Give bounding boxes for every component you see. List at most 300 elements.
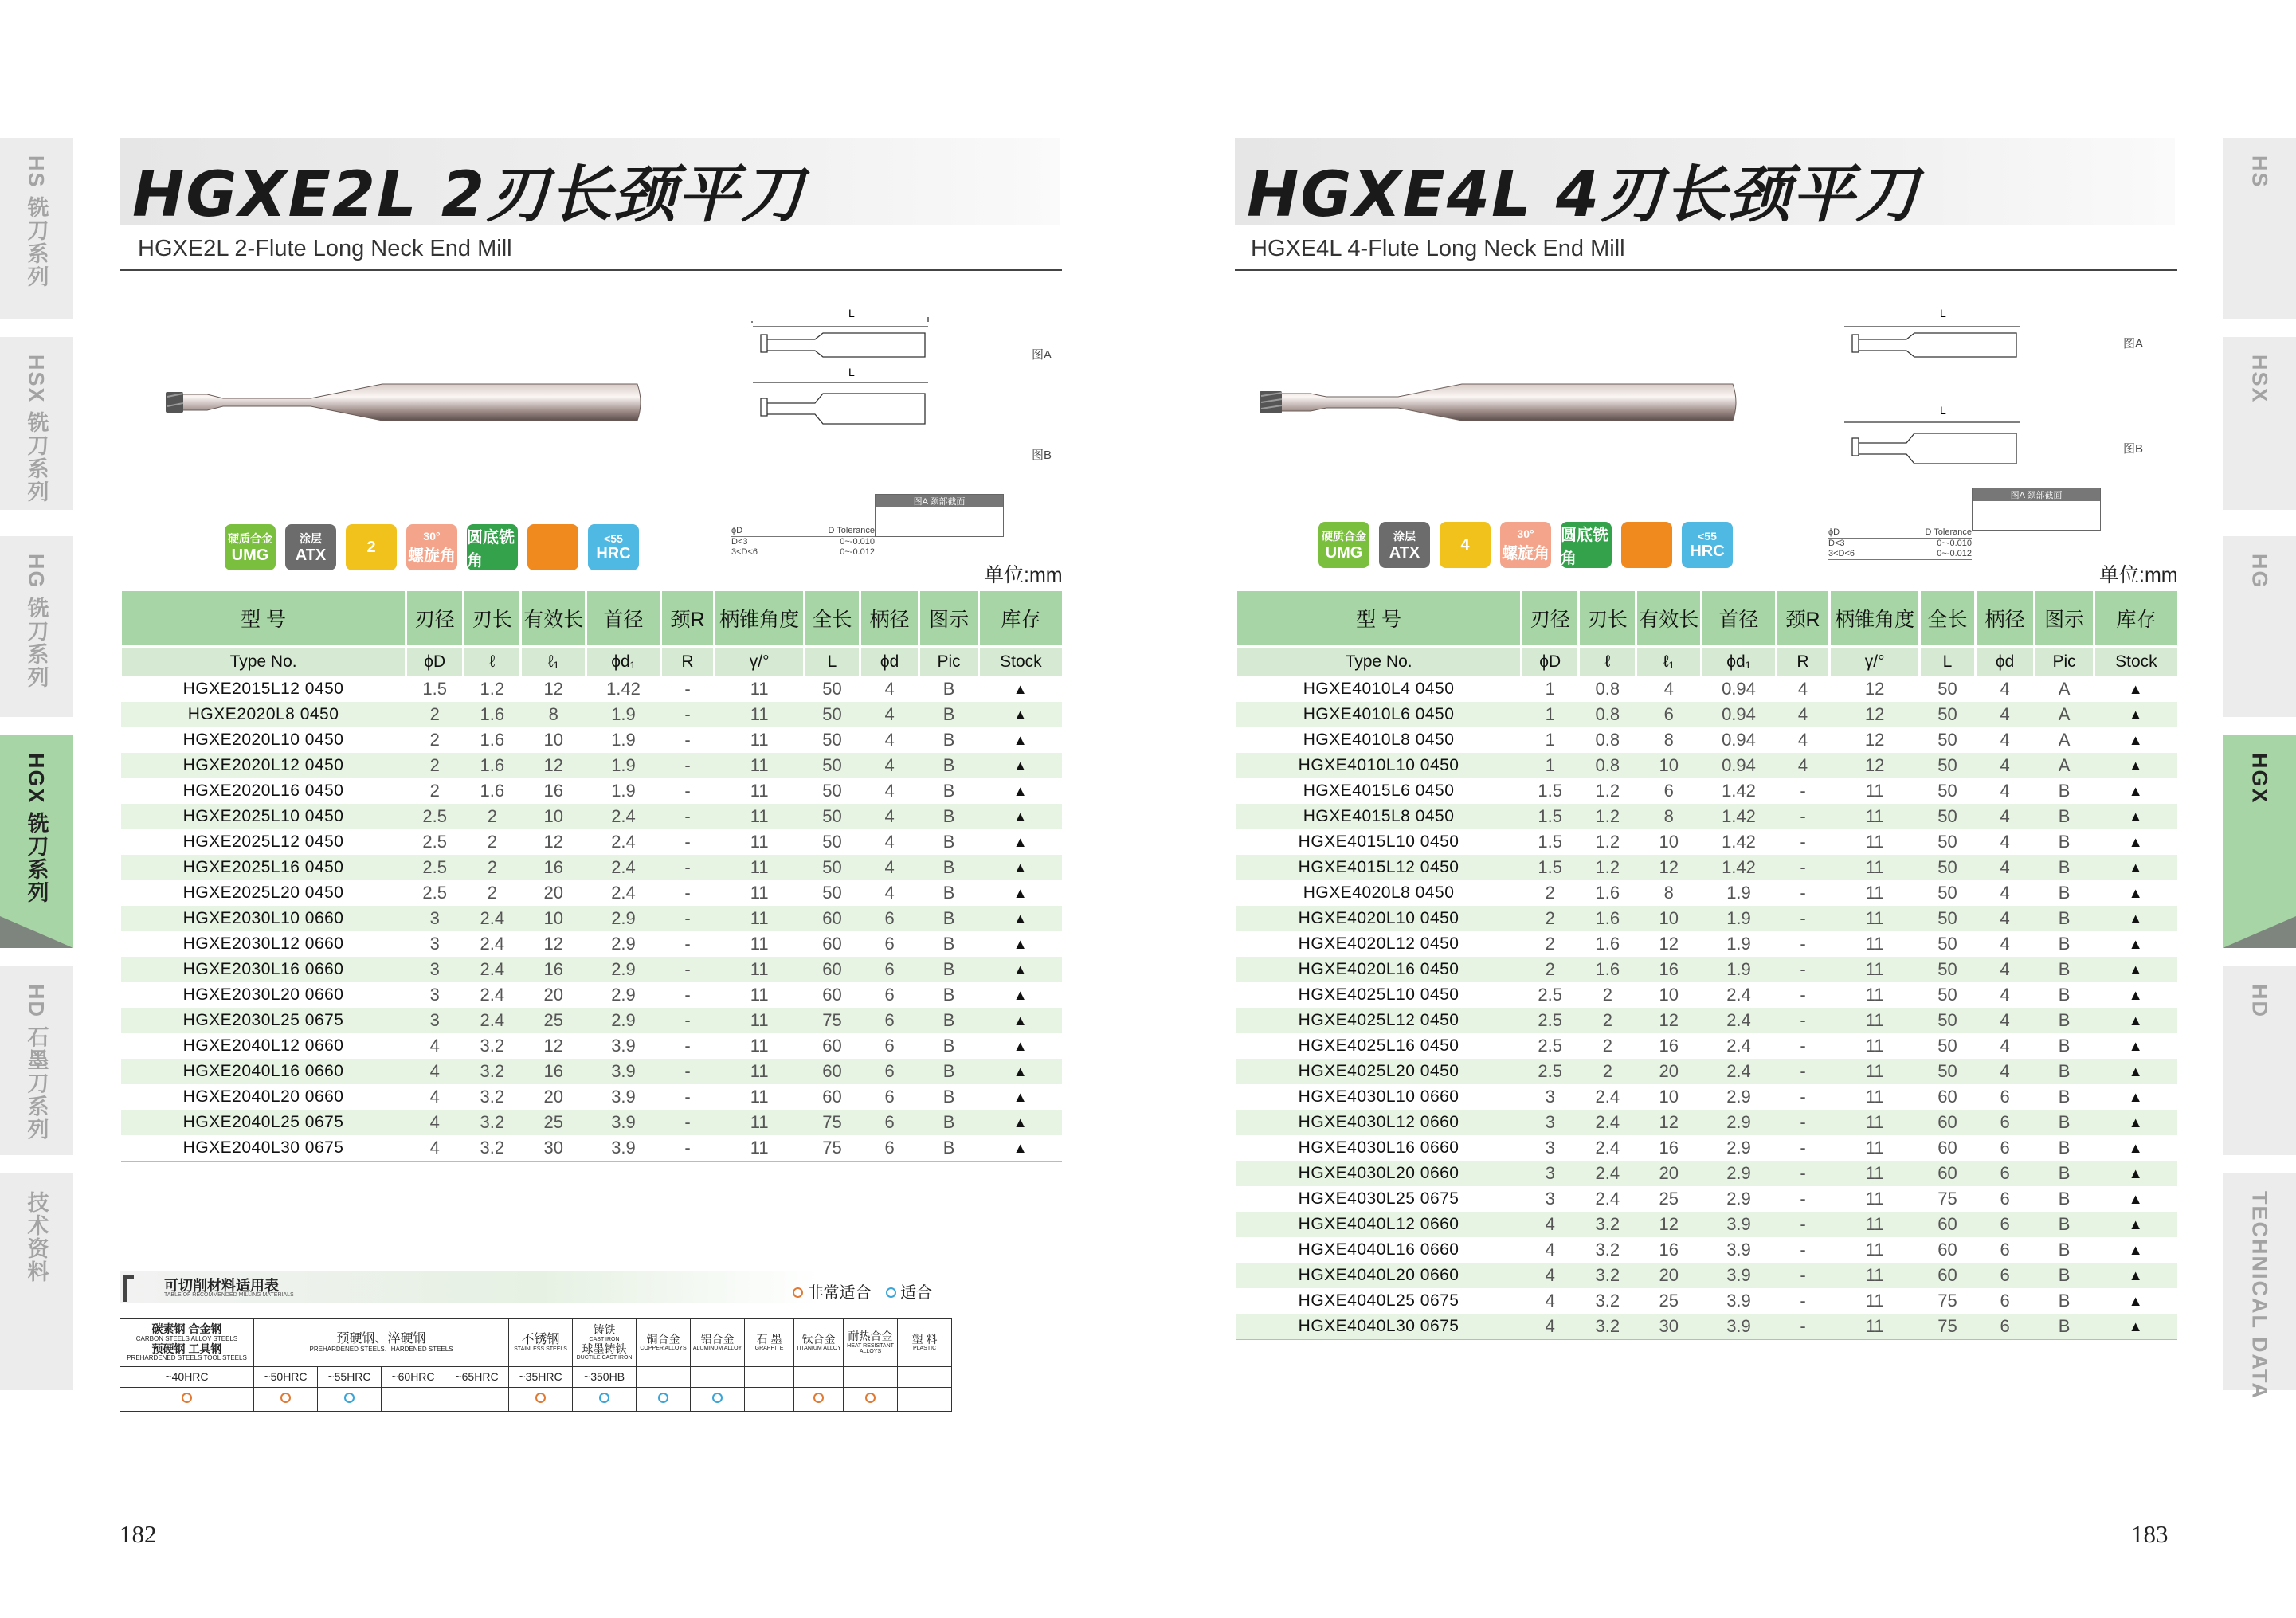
side-tab-4[interactable] (0, 966, 73, 1155)
fig-b-label: 图B (2123, 442, 2144, 456)
side-tab-label: HS (2247, 155, 2272, 189)
table-cell: 2 (1602, 1036, 1612, 1056)
col-header-cn: 柄锥角度 (715, 591, 805, 647)
material-mark (445, 1388, 509, 1412)
table-cell: 75 (1920, 1314, 1976, 1340)
col-header-cn: 颈R (1776, 591, 1829, 647)
right-spec-table (1235, 591, 2177, 1340)
table-cell: 12 (1864, 730, 1885, 750)
table-cell: 4 (429, 1087, 440, 1107)
table-cell: - (660, 1008, 714, 1033)
table-cell: B (2035, 1314, 2094, 1340)
table-cell: 3.9 (1702, 1263, 1777, 1288)
table-cell: 2.4 (1702, 1008, 1777, 1033)
active-tab-arrow (0, 916, 73, 948)
table-cell: 4 (1975, 804, 2035, 829)
col-header-en: ℓ₁ (1636, 647, 1702, 677)
table-cell: 6 (860, 1008, 919, 1033)
table-cell: 2.9 (1726, 1087, 1751, 1107)
table-cell: 11 (1865, 832, 1884, 852)
table-cell: 10 (1636, 906, 1702, 931)
table-cell: HGXE4025L10 0450 (1298, 985, 1459, 1004)
table-row (1236, 1059, 2178, 1084)
table-cell: 20 (1636, 1059, 1702, 1084)
suitable-icon (712, 1393, 723, 1403)
table-cell: 3 (406, 1008, 464, 1033)
table-cell: - (684, 934, 691, 954)
table-cell: 16 (521, 1059, 586, 1084)
table-cell: 1.6 (1579, 957, 1636, 982)
table-cell: 11 (1830, 1212, 1920, 1237)
table-cell: ▲ (2128, 680, 2143, 697)
table-cell: 4 (2000, 730, 2010, 750)
table-cell: 2 (1579, 1008, 1636, 1033)
svg-text:L: L (1940, 404, 1946, 417)
col-header-cn: 全长 (805, 591, 860, 647)
side-tab-2[interactable] (2223, 536, 2296, 717)
table-cell: 6 (1975, 1212, 2035, 1237)
table-cell: 1.9 (1726, 883, 1751, 903)
table-cell: HGXE2040L16 0660 (121, 1059, 406, 1084)
table-cell: - (1800, 1240, 1806, 1260)
table-cell: 50 (1920, 753, 1976, 778)
table-cell: 50 (1920, 855, 1976, 880)
col-header-en: ϕD (1522, 647, 1579, 677)
table-cell: - (660, 855, 714, 880)
feature-icon-3: 30° 螺旋角 (1500, 522, 1551, 568)
table-cell: 50 (822, 832, 842, 852)
table-row (1236, 855, 2178, 880)
table-cell: 6 (2000, 1087, 2010, 1107)
table-cell: B (2035, 1059, 2094, 1084)
side-tab-5[interactable] (2223, 1173, 2296, 1400)
table-cell: 50 (805, 855, 860, 880)
table-cell: 3 (1545, 1087, 1555, 1107)
table-cell: 4 (1975, 855, 2035, 880)
material-range (745, 1367, 794, 1388)
table-cell: 0.94 (1722, 679, 1756, 699)
table-cell: 4 (860, 804, 919, 829)
table-cell: - (660, 1059, 714, 1084)
table-cell: 12 (1636, 1212, 1702, 1237)
table-cell: 11 (1830, 1059, 1920, 1084)
table-cell: 0.8 (1595, 730, 1620, 750)
table-cell: 11 (1830, 855, 1920, 880)
material-range (691, 1367, 745, 1388)
table-cell: 2 (1545, 934, 1555, 954)
table-cell: 50 (1937, 781, 1957, 801)
table-cell: 6 (884, 1087, 895, 1107)
table-cell: HGXE4040L20 0660 (1236, 1263, 1522, 1288)
table-row (1236, 1314, 2178, 1340)
table-cell: 12 (543, 934, 563, 954)
very-suitable-icon (280, 1393, 291, 1403)
feature-icon-2: 4 (1440, 522, 1491, 568)
table-cell: 4 (884, 883, 895, 903)
table-cell: 11 (750, 1087, 769, 1107)
table-cell: B (2035, 1110, 2094, 1135)
table-cell: 2 (429, 730, 440, 750)
side-tab-label: HSX (2247, 355, 2272, 404)
table-cell: 6 (2000, 1240, 2010, 1260)
table-cell: 3.2 (1579, 1212, 1636, 1237)
table-cell: 50 (1920, 906, 1976, 931)
table-cell: 4 (1797, 679, 1808, 699)
legend-very-icon (793, 1287, 803, 1298)
table-row (121, 1110, 1063, 1135)
col-header-en: R (660, 647, 714, 677)
table-cell: 11 (1830, 804, 1920, 829)
table-cell: 3 (429, 985, 440, 1005)
col-header-cn: 型 号 (1236, 591, 1522, 647)
table-cell: ▲ (2128, 935, 2143, 952)
table-cell: 2.5 (406, 855, 464, 880)
table-cell: B (919, 1059, 979, 1084)
table-row (121, 931, 1063, 957)
table-cell: 50 (1920, 1059, 1976, 1084)
table-cell: 60 (822, 985, 842, 1005)
table-cell: 1.42 (1702, 855, 1777, 880)
table-cell: - (1776, 1263, 1829, 1288)
table-cell: 60 (1937, 1138, 1957, 1158)
material-mark (794, 1388, 844, 1412)
col-header-cn: 全长 (1920, 591, 1976, 647)
table-cell: 4 (1522, 1263, 1579, 1288)
table-cell: - (1800, 934, 1806, 954)
table-cell: B (2058, 1087, 2071, 1107)
col-header-en: ϕd₁ (586, 647, 661, 677)
table-cell: - (1776, 1059, 1829, 1084)
table-cell: 16 (1659, 1240, 1679, 1260)
table-cell: 11 (1865, 883, 1884, 903)
table-cell: 1.9 (1702, 957, 1777, 982)
col-header-en: Type No. (121, 647, 406, 677)
table-cell: 2.4 (1726, 985, 1751, 1005)
table-cell: 1.2 (1579, 804, 1636, 829)
table-cell: 75 (1937, 1189, 1957, 1209)
table-cell: 12 (1636, 1008, 1702, 1033)
table-cell: HGXE4030L12 0660 (1236, 1110, 1522, 1135)
table-cell: 6 (884, 934, 895, 954)
table-cell: 12 (1864, 679, 1885, 699)
col-header-cn: 柄径 (860, 591, 919, 647)
table-cell: 4 (1522, 1212, 1579, 1237)
table-cell: 6 (2000, 1189, 2010, 1209)
feature-icon-3: 30° 螺旋角 (406, 524, 457, 570)
very-suitable-icon (865, 1393, 876, 1403)
material-range: ~60HRC (382, 1367, 445, 1388)
table-cell: 1.6 (464, 753, 521, 778)
table-cell: 2.9 (1702, 1161, 1777, 1186)
table-row (1236, 931, 2178, 957)
table-cell: 8 (521, 702, 586, 727)
table-cell: HGXE2020L16 0450 (182, 782, 344, 800)
table-cell: ▲ (2128, 833, 2143, 850)
table-cell: 3.2 (480, 1087, 505, 1107)
table-cell: 8 (1663, 730, 1674, 750)
table-cell: 2.4 (1595, 1138, 1620, 1158)
table-cell: 11 (1830, 1008, 1920, 1033)
mat-stainless: 不锈钢 STAINLESS STEELS (509, 1319, 573, 1367)
table-cell: 1.42 (1722, 832, 1756, 852)
table-row (1236, 1212, 2178, 1237)
col-header-en: ϕd₁ (1702, 647, 1777, 677)
col-header-en: γ/° (715, 647, 805, 677)
table-cell: A (2035, 702, 2094, 727)
table-cell: 11 (750, 781, 769, 801)
table-cell: B (942, 985, 955, 1005)
table-cell: 2.4 (586, 804, 661, 829)
material-title: 可切削材料适用表 (164, 1278, 279, 1294)
side-tab-label: HG 铣刀系列 (24, 554, 49, 690)
table-cell: 0.94 (1702, 702, 1777, 727)
table-cell: 1.9 (1726, 934, 1751, 954)
side-tab-label: HGX 铣刀系列 (24, 753, 49, 905)
right-page-title: HGXE4L 4刃长颈平刀 (1247, 159, 1920, 231)
table-cell: 4 (2000, 781, 2010, 801)
table-cell: HGXE4040L16 0660 (1298, 1240, 1459, 1259)
table-row (1236, 804, 2178, 829)
right-dimension-drawing (1812, 295, 2155, 478)
table-cell: 3 (429, 934, 440, 954)
table-cell: - (1800, 1291, 1806, 1310)
table-cell: 20 (543, 985, 563, 1005)
table-cell: 6 (1663, 781, 1674, 801)
table-cell: 4 (2000, 934, 2010, 954)
table-cell: HGXE2040L25 0675 (121, 1110, 406, 1135)
table-cell: 12 (543, 679, 563, 699)
table-cell: - (1800, 883, 1806, 903)
table-cell: 11 (715, 957, 805, 982)
table-cell: 2.4 (480, 985, 505, 1005)
side-tab-4[interactable] (2223, 966, 2296, 1155)
table-cell: 4 (860, 753, 919, 778)
table-cell: 3 (406, 906, 464, 931)
table-cell: 1.6 (1579, 906, 1636, 931)
material-mark (509, 1388, 573, 1412)
table-row (1236, 906, 2178, 931)
table-cell: ▲ (2094, 1314, 2177, 1340)
table-cell: 25 (521, 1110, 586, 1135)
right-page-number: 183 (2131, 1520, 2169, 1548)
mat-copper: 铜合金 COPPER ALLOYS (637, 1319, 691, 1367)
table-cell: 60 (822, 1036, 842, 1056)
table-cell: 4 (2000, 1036, 2010, 1056)
side-tab-1[interactable] (2223, 337, 2296, 510)
table-cell: 2 (1579, 1059, 1636, 1084)
col-header-cn: 图示 (2035, 591, 2094, 647)
table-cell: B (942, 934, 955, 954)
table-cell: B (2058, 1036, 2071, 1056)
table-cell: B (919, 906, 979, 931)
table-row (1236, 1161, 2178, 1186)
table-row (1236, 778, 2178, 804)
col-header-cn: 刃径 (1522, 591, 1579, 647)
table-row (121, 727, 1063, 753)
table-row (1236, 1008, 2178, 1033)
table-cell: HGXE4015L12 0450 (1236, 855, 1522, 880)
col-header-cn: 柄径 (1975, 591, 2035, 647)
side-tab-0[interactable] (0, 138, 73, 319)
table-cell: ▲ (2094, 753, 2177, 778)
very-suitable-icon (182, 1393, 192, 1403)
table-cell: 10 (1636, 753, 1702, 778)
table-cell: - (1800, 1087, 1806, 1107)
table-cell: 2.4 (1595, 1189, 1620, 1209)
table-cell: 1.6 (464, 702, 521, 727)
table-cell: 11 (750, 985, 769, 1005)
table-cell: - (1776, 1314, 1829, 1340)
suitable-icon (599, 1393, 609, 1403)
table-cell: - (1800, 1036, 1806, 1056)
table-row (121, 829, 1063, 855)
table-cell: 4 (1975, 1008, 2035, 1033)
fig-a-label: 图A (2123, 337, 2144, 351)
table-cell: 6 (884, 985, 895, 1005)
table-cell: 0.8 (1579, 753, 1636, 778)
table-cell: 60 (805, 906, 860, 931)
table-cell: 60 (1920, 1110, 1976, 1135)
table-cell: - (1776, 1212, 1829, 1237)
table-cell: 2 (487, 832, 497, 852)
table-cell: 1.42 (1702, 804, 1777, 829)
table-cell: 2.9 (1726, 1138, 1751, 1158)
table-cell: 1.5 (1522, 804, 1579, 829)
table-cell: 3.2 (1579, 1314, 1636, 1340)
table-cell: HGXE4040L25 0675 (1298, 1291, 1459, 1310)
right-unit-label: 单位:mm (2099, 564, 2178, 586)
table-cell: B (919, 855, 979, 880)
legend-ok-icon (886, 1287, 896, 1298)
table-cell: 75 (805, 1110, 860, 1135)
table-cell: ▲ (2128, 1241, 2143, 1258)
side-tab-0[interactable] (2223, 138, 2296, 319)
table-cell: HGXE2030L10 0660 (121, 906, 406, 931)
table-cell: 4 (1776, 702, 1829, 727)
material-range: ~35HRC (509, 1367, 573, 1388)
right-tool-image (1255, 374, 1749, 430)
table-cell: 11 (1830, 1263, 1920, 1288)
table-cell: 16 (1659, 1138, 1679, 1158)
mat-cast-iron: 铸铁 CAST IRON 球墨铸铁 DUCTILE CAST IRON (573, 1319, 637, 1367)
table-cell: 2.4 (464, 906, 521, 931)
table-cell: B (2035, 1008, 2094, 1033)
table-cell: 1.9 (586, 702, 661, 727)
table-cell: ▲ (1013, 935, 1028, 952)
table-row (121, 1033, 1063, 1059)
table-cell: B (942, 1036, 955, 1056)
table-cell: 12 (1636, 855, 1702, 880)
table-cell: 11 (715, 906, 805, 931)
col-header-cn: 刃长 (1579, 591, 1636, 647)
table-cell: 50 (1937, 985, 1957, 1005)
table-cell: - (684, 985, 691, 1005)
table-cell: B (2035, 855, 2094, 880)
very-suitable-icon (813, 1393, 824, 1403)
table-cell: 2.5 (406, 804, 464, 829)
table-cell: 25 (521, 1008, 586, 1033)
material-range: ~55HRC (318, 1367, 382, 1388)
table-cell: ▲ (2128, 1139, 2143, 1156)
col-header-en: ϕd (860, 647, 919, 677)
table-cell: 11 (1830, 1161, 1920, 1186)
table-cell: - (684, 679, 691, 699)
col-header-en: γ/° (1830, 647, 1920, 677)
table-cell: 0.8 (1595, 679, 1620, 699)
table-row (1236, 1288, 2178, 1314)
table-cell: 4 (1663, 679, 1674, 699)
table-cell: B (2058, 1291, 2071, 1310)
left-page-subtitle: HGXE2L 2-Flute Long Neck End Mill (138, 236, 512, 261)
table-cell: HGXE4040L12 0660 (1236, 1212, 1522, 1237)
table-cell: HGXE4030L20 0660 (1236, 1161, 1522, 1186)
table-cell: 3.2 (1595, 1240, 1620, 1260)
material-mark (637, 1388, 691, 1412)
table-cell: - (1800, 985, 1806, 1005)
table-cell: 30 (521, 1135, 586, 1162)
table-cell: 10 (543, 730, 563, 750)
col-header-en: ϕD (406, 647, 464, 677)
side-tab-2[interactable] (0, 536, 73, 717)
side-tab-5[interactable] (0, 1173, 73, 1390)
table-cell: 2 (464, 855, 521, 880)
table-cell: 10 (1659, 1087, 1679, 1107)
table-cell: - (1800, 1189, 1806, 1209)
table-cell: 2.4 (480, 934, 505, 954)
table-row (1236, 1237, 2178, 1263)
table-cell: 60 (1937, 1240, 1957, 1260)
table-cell: 16 (1636, 957, 1702, 982)
fig-b-label: 图B (1032, 449, 1052, 462)
table-cell: 11 (750, 730, 769, 750)
feature-icon-1: 涂层 ATX (285, 524, 336, 570)
table-cell: HGXE2040L30 0675 (121, 1135, 406, 1162)
material-range: ~65HRC (445, 1367, 509, 1388)
table-row (1236, 829, 2178, 855)
table-cell: 2.4 (586, 855, 661, 880)
table-cell: 4 (1797, 730, 1808, 750)
material-mark (691, 1388, 745, 1412)
table-cell: 4 (1545, 1291, 1555, 1310)
table-cell: HGXE2030L16 0660 (121, 957, 406, 982)
table-cell: B (2035, 957, 2094, 982)
table-cell: HGXE4020L12 0450 (1298, 934, 1459, 953)
table-cell: HGXE4010L8 0450 (1303, 731, 1455, 749)
table-cell: 4 (1776, 753, 1829, 778)
table-cell: 1.6 (480, 730, 505, 750)
table-row (121, 753, 1063, 778)
material-mark (844, 1388, 898, 1412)
material-mark (573, 1388, 637, 1412)
table-cell: 1.5 (1538, 781, 1563, 801)
table-cell: A (2058, 679, 2071, 699)
material-range: ~40HRC (120, 1367, 254, 1388)
col-header-en: L (805, 647, 860, 677)
side-tab-1[interactable] (0, 337, 73, 510)
table-cell: 2.4 (611, 832, 636, 852)
table-cell: 50 (1937, 883, 1957, 903)
svg-text:L: L (848, 307, 855, 319)
table-row (121, 778, 1063, 804)
table-cell: 2.5 (1522, 1008, 1579, 1033)
table-row (1236, 957, 2178, 982)
table-cell: 4 (2000, 883, 2010, 903)
table-cell: 12 (543, 832, 563, 852)
table-cell: 1.2 (1579, 855, 1636, 880)
table-cell: 3.2 (464, 1059, 521, 1084)
mat-hardened-steel: 预硬钢、淬硬钢 PREHARDENED STEELS、HARDENED STEELS (254, 1319, 509, 1367)
table-cell: 11 (750, 679, 769, 699)
